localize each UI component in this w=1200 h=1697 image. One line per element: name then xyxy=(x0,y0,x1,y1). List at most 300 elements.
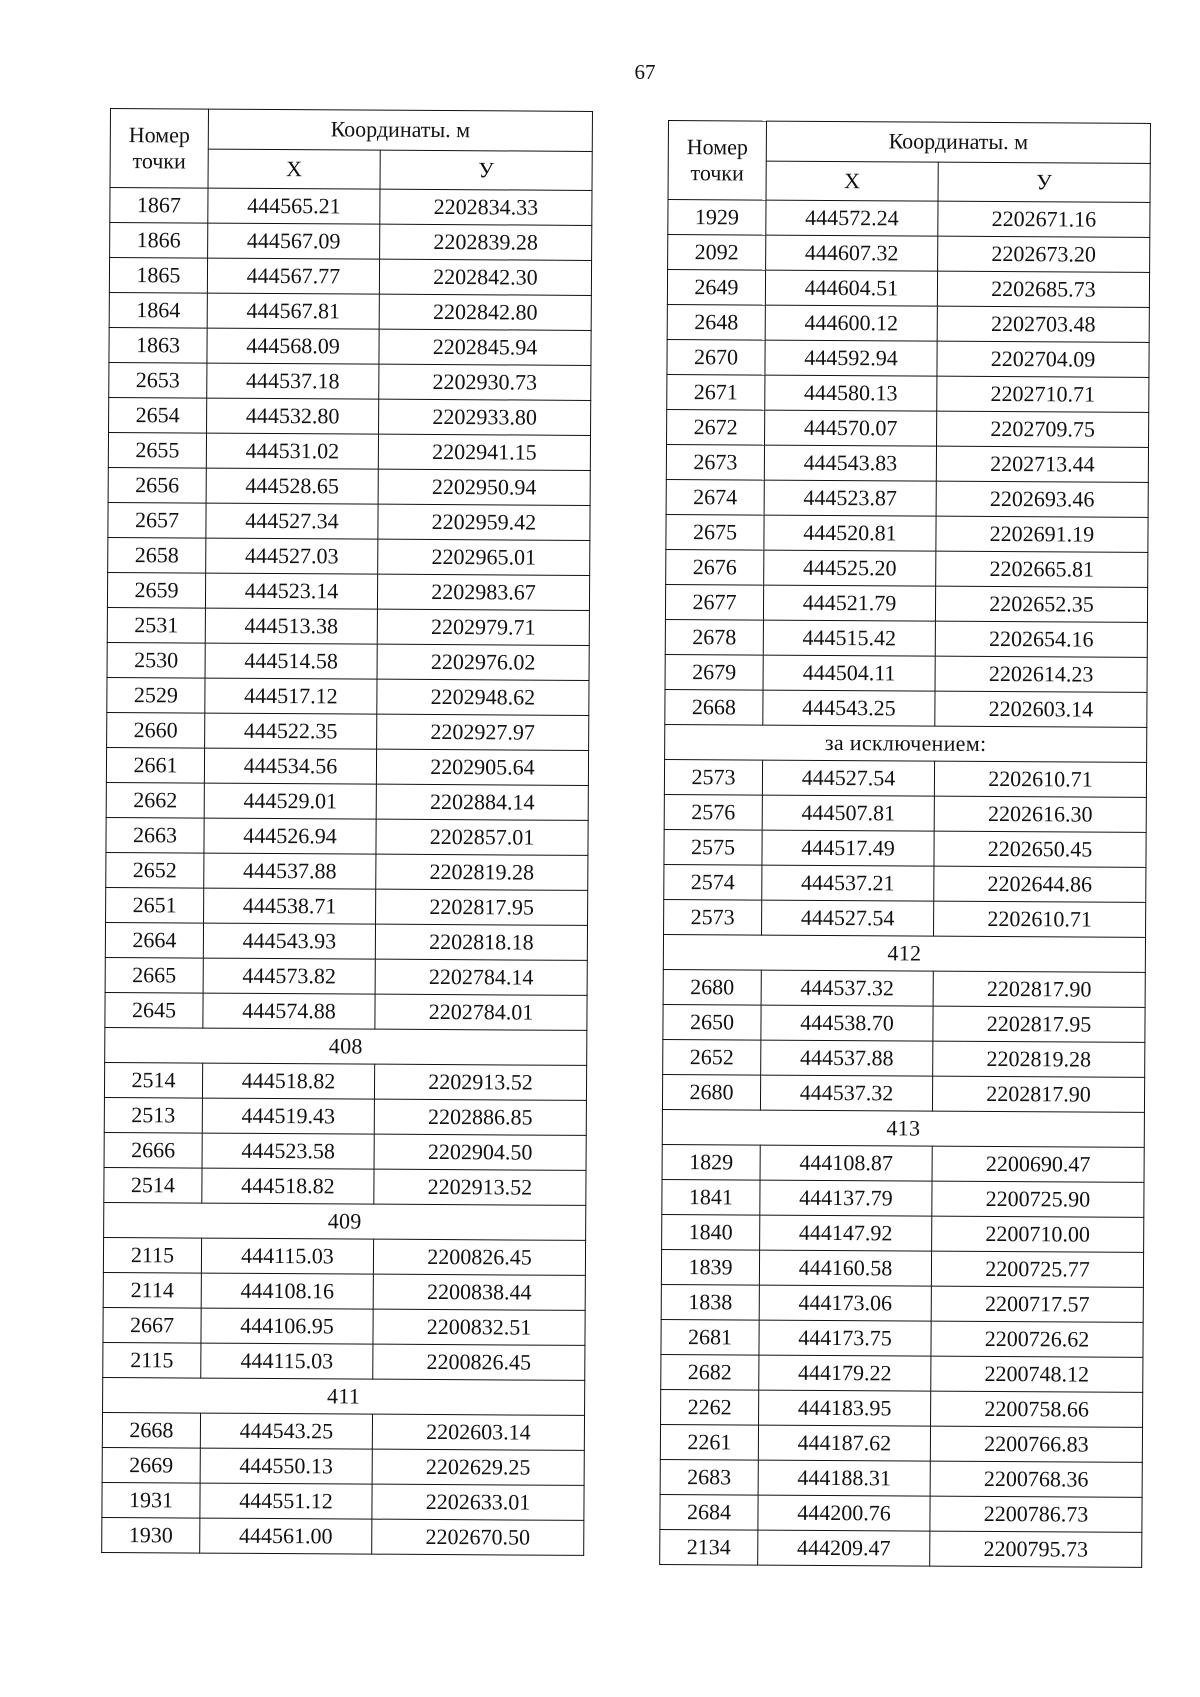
point-number-cell: 1840 xyxy=(662,1214,760,1250)
y-coordinate-cell: 2202616.30 xyxy=(934,796,1146,832)
point-number-cell: 2650 xyxy=(663,1004,761,1040)
y-coordinate-cell: 2202603.14 xyxy=(372,1414,584,1450)
table-row xyxy=(664,794,1146,832)
x-coordinate-cell: 444504.11 xyxy=(763,655,935,691)
point-number-cell: 2652 xyxy=(106,852,204,888)
table-row xyxy=(102,1517,584,1555)
x-coordinate-cell: 444527.34 xyxy=(206,503,378,539)
x-coordinate-cell: 444607.32 xyxy=(766,235,938,271)
x-coordinate-cell: 444147.92 xyxy=(760,1215,932,1251)
x-coordinate-cell: 444520.81 xyxy=(764,515,936,551)
table-row xyxy=(109,292,591,330)
table-row xyxy=(106,887,588,925)
point-number-cell: 1867 xyxy=(110,188,208,224)
x-coordinate-cell: 444538.70 xyxy=(761,1005,933,1041)
point-number-cell: 2667 xyxy=(103,1307,201,1343)
x-coordinate-cell: 444538.71 xyxy=(204,888,376,924)
y-coordinate-cell: 2202654.16 xyxy=(935,621,1147,657)
table-row xyxy=(104,1132,586,1170)
y-coordinate-cell: 2202704.09 xyxy=(937,341,1149,377)
x-header: Х xyxy=(766,161,938,202)
y-coordinate-cell: 2202817.90 xyxy=(932,1076,1144,1112)
x-coordinate-cell: 444523.87 xyxy=(764,480,936,516)
y-coordinate-cell: 2202629.25 xyxy=(372,1449,584,1485)
table-row xyxy=(662,1179,1144,1217)
table-row xyxy=(665,584,1147,622)
y-coordinate-cell: 2202979.71 xyxy=(377,609,589,645)
y-coordinate-cell: 2202784.14 xyxy=(375,959,587,995)
x-coordinate-cell: 444514.58 xyxy=(205,643,377,679)
table-row xyxy=(104,1097,586,1135)
table-row xyxy=(106,782,588,820)
y-coordinate-cell: 2200725.90 xyxy=(932,1181,1144,1217)
y-coordinate-cell: 2202784.01 xyxy=(375,994,587,1030)
table-row xyxy=(109,327,591,365)
y-coordinate-cell: 2202819.28 xyxy=(933,1041,1145,1077)
point-number-cell: 2682 xyxy=(661,1354,759,1390)
y-coordinate-cell: 2202633.01 xyxy=(372,1484,584,1520)
table-row xyxy=(105,992,587,1030)
table-row xyxy=(667,409,1149,447)
point-number-cell: 2115 xyxy=(103,1342,201,1378)
table-row xyxy=(660,1529,1142,1567)
point-number-cell: 2655 xyxy=(108,432,206,468)
x-coordinate-cell: 444537.21 xyxy=(762,865,934,901)
point-number-cell: 2115 xyxy=(103,1237,201,1273)
table-row xyxy=(102,1412,584,1450)
x-coordinate-cell: 444534.56 xyxy=(204,748,376,784)
point-number-cell: 2663 xyxy=(106,817,204,853)
point-number-cell: 2114 xyxy=(103,1272,201,1308)
y-coordinate-cell: 2200838.44 xyxy=(373,1274,585,1310)
y-coordinate-cell: 2202673.20 xyxy=(938,236,1150,272)
x-coordinate-cell: 444600.12 xyxy=(765,305,937,341)
point-number-cell: 2262 xyxy=(661,1389,759,1425)
x-coordinate-cell: 444565.21 xyxy=(208,188,380,224)
x-coordinate-cell: 444528.65 xyxy=(206,468,378,504)
y-coordinate-cell: 2202976.02 xyxy=(377,644,589,680)
x-coordinate-cell: 444523.14 xyxy=(205,573,377,609)
point-number-cell: 2678 xyxy=(665,619,763,655)
y-coordinate-cell: 2200710.00 xyxy=(932,1216,1144,1252)
table-row xyxy=(661,1389,1143,1427)
x-coordinate-cell: 444543.25 xyxy=(763,690,935,726)
point-number-header: Номер точки xyxy=(110,109,208,189)
table-row xyxy=(662,1214,1144,1252)
table-row xyxy=(107,607,589,645)
table-row xyxy=(663,1004,1145,1042)
table-row xyxy=(664,759,1146,797)
x-coordinate-cell: 444537.88 xyxy=(761,1040,933,1076)
section-row xyxy=(663,934,1145,972)
point-number-cell: 2677 xyxy=(665,584,763,620)
table-row xyxy=(663,1039,1145,1077)
point-number-cell: 2514 xyxy=(104,1062,202,1098)
point-number-cell: 1930 xyxy=(102,1517,200,1553)
point-number-cell: 2675 xyxy=(666,514,764,550)
x-coordinate-cell: 444550.13 xyxy=(200,1448,372,1484)
x-coordinate-cell: 444537.32 xyxy=(761,970,933,1006)
point-number-cell: 2683 xyxy=(660,1459,758,1495)
table-row xyxy=(103,1307,585,1345)
y-coordinate-cell: 2202930.73 xyxy=(379,364,591,400)
y-coordinate-cell: 2200826.45 xyxy=(373,1239,585,1275)
point-number-cell: 2573 xyxy=(664,899,762,935)
point-number-cell: 1865 xyxy=(109,258,207,294)
x-coordinate-cell: 444604.51 xyxy=(765,270,937,306)
table-row xyxy=(668,235,1150,273)
y-coordinate-cell: 2202650.45 xyxy=(934,831,1146,867)
y-coordinate-cell: 2200832.51 xyxy=(373,1309,585,1345)
point-number-cell: 2649 xyxy=(667,270,765,306)
x-coordinate-cell: 444532.80 xyxy=(207,398,379,434)
point-number-cell: 2676 xyxy=(666,549,764,585)
point-number-cell: 2680 xyxy=(663,969,761,1005)
y-coordinate-cell: 2202703.48 xyxy=(937,306,1149,342)
x-coordinate-cell: 444574.88 xyxy=(203,993,375,1029)
table-row xyxy=(110,223,592,261)
point-number-cell: 2672 xyxy=(667,409,765,445)
x-coordinate-cell: 444527.54 xyxy=(762,760,934,796)
x-coordinate-cell: 444529.01 xyxy=(204,783,376,819)
y-coordinate-cell: 2202983.67 xyxy=(377,574,589,610)
table-row xyxy=(660,1494,1142,1532)
table-row xyxy=(663,969,1145,1007)
x-coordinate-cell: 444137.79 xyxy=(760,1180,932,1216)
y-coordinate-cell: 2202610.71 xyxy=(934,761,1146,797)
section-label: 412 xyxy=(663,934,1145,972)
table-row xyxy=(107,572,589,610)
table-row xyxy=(661,1354,1143,1392)
x-coordinate-cell: 444551.12 xyxy=(200,1483,372,1519)
point-number-cell: 2668 xyxy=(665,689,763,725)
table-row xyxy=(661,1249,1143,1287)
y-coordinate-cell: 2200826.45 xyxy=(373,1344,585,1380)
point-number-cell: 1863 xyxy=(109,327,207,363)
y-coordinate-cell: 2202819.28 xyxy=(376,854,588,890)
table-row xyxy=(108,467,590,505)
point-number-cell: 1929 xyxy=(668,200,766,236)
x-coordinate-cell: 444567.77 xyxy=(207,258,379,294)
y-coordinate-cell: 2200748.12 xyxy=(931,1356,1143,1392)
table-row xyxy=(102,1447,584,1485)
y-coordinate-cell: 2200726.62 xyxy=(931,1321,1143,1357)
table-row xyxy=(666,549,1148,587)
x-header: Х xyxy=(208,149,380,190)
table-row xyxy=(109,362,591,400)
table-row xyxy=(107,642,589,680)
y-coordinate-cell: 2202905.64 xyxy=(376,749,588,785)
y-coordinate-cell: 2202834.33 xyxy=(380,189,592,225)
y-coordinate-cell: 2202913.52 xyxy=(374,1169,586,1205)
point-number-cell: 2261 xyxy=(660,1424,758,1460)
y-coordinate-cell: 2202709.75 xyxy=(937,411,1149,447)
table-row xyxy=(107,712,589,750)
table-row xyxy=(661,1284,1143,1322)
x-coordinate-cell: 444543.93 xyxy=(203,923,375,959)
point-number-cell: 2658 xyxy=(108,537,206,573)
table-row xyxy=(660,1424,1142,1462)
table-row xyxy=(109,258,591,296)
x-coordinate-cell: 444527.54 xyxy=(762,900,934,936)
table-row xyxy=(664,829,1146,867)
x-coordinate-cell: 444160.58 xyxy=(759,1250,931,1286)
y-coordinate-cell: 2202965.01 xyxy=(378,539,590,575)
point-number-cell: 2575 xyxy=(664,829,762,865)
x-coordinate-cell: 444570.07 xyxy=(765,410,937,446)
coordinates-header: Координаты. м xyxy=(766,121,1150,163)
table-row xyxy=(104,1062,586,1100)
y-coordinate-cell: 2202671.16 xyxy=(938,201,1150,237)
point-number-cell: 2653 xyxy=(109,362,207,398)
point-number-cell: 2134 xyxy=(660,1529,758,1565)
y-coordinate-cell: 2200725.77 xyxy=(931,1251,1143,1287)
point-number-cell: 2662 xyxy=(106,782,204,818)
x-coordinate-cell: 444561.00 xyxy=(200,1518,372,1554)
point-number-cell: 2574 xyxy=(664,864,762,900)
table-row xyxy=(108,537,590,575)
table-row xyxy=(108,502,590,540)
point-number-cell: 2656 xyxy=(108,467,206,503)
x-coordinate-cell: 444515.42 xyxy=(763,620,935,656)
table-row xyxy=(666,514,1148,552)
y-coordinate-cell: 2200690.47 xyxy=(932,1146,1144,1182)
x-coordinate-cell: 444188.31 xyxy=(758,1460,930,1496)
point-number-cell: 2529 xyxy=(107,677,205,713)
section-label: 411 xyxy=(103,1377,585,1415)
x-coordinate-cell: 444517.12 xyxy=(205,678,377,714)
table-row xyxy=(106,817,588,855)
x-coordinate-cell: 444173.75 xyxy=(759,1320,931,1356)
section-row xyxy=(662,1109,1144,1147)
point-number-cell: 1931 xyxy=(102,1482,200,1518)
point-number-cell: 1838 xyxy=(661,1284,759,1320)
y-coordinate-cell: 2202670.50 xyxy=(372,1519,584,1555)
x-coordinate-cell: 444518.82 xyxy=(202,1063,374,1099)
section-row xyxy=(105,1027,587,1065)
y-coordinate-cell: 2202644.86 xyxy=(934,866,1146,902)
section-label: за исключением: xyxy=(665,724,1147,762)
point-number-header: Номер точки xyxy=(668,121,766,201)
y-coordinate-cell: 2200717.57 xyxy=(931,1286,1143,1322)
y-coordinate-cell: 2202818.18 xyxy=(375,924,587,960)
y-coordinate-cell: 2202842.80 xyxy=(379,294,591,330)
point-number-cell: 1864 xyxy=(109,292,207,328)
table-row xyxy=(666,479,1148,517)
point-number-cell: 2680 xyxy=(662,1074,760,1110)
table-row xyxy=(660,1459,1142,1497)
point-number-cell: 2661 xyxy=(106,747,204,783)
point-number-cell: 2684 xyxy=(660,1494,758,1530)
x-coordinate-cell: 444573.82 xyxy=(203,958,375,994)
point-number-cell: 2681 xyxy=(661,1319,759,1355)
y-coordinate-cell: 2200766.83 xyxy=(930,1426,1142,1462)
point-number-cell: 2671 xyxy=(667,374,765,410)
table-row xyxy=(667,374,1149,412)
point-number-cell: 2648 xyxy=(667,304,765,340)
x-coordinate-cell: 444531.02 xyxy=(206,433,378,469)
x-coordinate-cell: 444187.62 xyxy=(758,1425,930,1461)
y-coordinate-cell: 2202842.30 xyxy=(379,259,591,295)
point-number-cell: 2576 xyxy=(664,794,762,830)
section-row xyxy=(103,1377,585,1415)
x-coordinate-cell: 444521.79 xyxy=(763,585,935,621)
table-row xyxy=(665,654,1147,692)
x-coordinate-cell: 444513.38 xyxy=(205,608,377,644)
y-coordinate-cell: 2200768.36 xyxy=(930,1461,1142,1497)
point-number-cell: 1829 xyxy=(662,1144,760,1180)
x-coordinate-cell: 444106.95 xyxy=(201,1308,373,1344)
point-number-cell: 1841 xyxy=(662,1179,760,1215)
point-number-cell: 2659 xyxy=(107,572,205,608)
point-number-cell: 2666 xyxy=(104,1132,202,1168)
point-number-cell: 2668 xyxy=(102,1412,200,1448)
y-coordinate-cell: 2202652.35 xyxy=(935,586,1147,622)
table-row xyxy=(102,1482,584,1520)
x-coordinate-cell: 444568.09 xyxy=(207,328,379,364)
point-number-cell: 2652 xyxy=(663,1039,761,1075)
table-row xyxy=(106,852,588,890)
x-coordinate-cell: 444527.03 xyxy=(206,538,378,574)
x-coordinate-cell: 444537.32 xyxy=(760,1075,932,1111)
point-number-cell: 2660 xyxy=(107,712,205,748)
point-number-cell: 2669 xyxy=(102,1447,200,1483)
y-coordinate-cell: 2200786.73 xyxy=(930,1496,1142,1532)
x-coordinate-cell: 444183.95 xyxy=(759,1390,931,1426)
table-row xyxy=(107,677,589,715)
y-coordinate-cell: 2202691.19 xyxy=(936,516,1148,552)
point-number-cell: 1839 xyxy=(661,1249,759,1285)
table-row xyxy=(106,747,588,785)
table-row xyxy=(103,1237,585,1275)
y-coordinate-cell: 2200758.66 xyxy=(931,1391,1143,1427)
table-row xyxy=(665,689,1147,727)
point-number-cell: 1866 xyxy=(110,223,208,259)
y-coordinate-cell: 2202817.95 xyxy=(376,889,588,925)
y-coordinate-cell: 2202713.44 xyxy=(936,446,1148,482)
x-coordinate-cell: 444518.82 xyxy=(202,1168,374,1204)
point-number-cell: 2670 xyxy=(667,339,765,375)
point-number-cell: 2664 xyxy=(105,922,203,958)
table-row xyxy=(664,864,1146,902)
table-row xyxy=(105,957,587,995)
table-row xyxy=(667,304,1149,342)
x-coordinate-cell: 444173.06 xyxy=(759,1285,931,1321)
y-coordinate-cell: 2202948.62 xyxy=(377,679,589,715)
coordinates-table-left xyxy=(101,108,593,1556)
y-coordinate-cell: 2202904.50 xyxy=(374,1134,586,1170)
point-number-cell: 2531 xyxy=(107,607,205,643)
y-coordinate-cell: 2202839.28 xyxy=(380,224,592,260)
x-coordinate-cell: 444517.49 xyxy=(762,830,934,866)
y-coordinate-cell: 2202886.85 xyxy=(374,1099,586,1135)
y-coordinate-cell: 2202685.73 xyxy=(937,271,1149,307)
table-row xyxy=(108,432,590,470)
x-coordinate-cell: 444523.58 xyxy=(202,1133,374,1169)
point-number-cell: 2673 xyxy=(666,444,764,480)
table-row xyxy=(662,1144,1144,1182)
coordinates-header: Координаты. м xyxy=(208,109,592,151)
table-row xyxy=(104,1167,586,1205)
y-coordinate-cell: 2202603.14 xyxy=(935,691,1147,727)
point-number-cell: 2645 xyxy=(105,992,203,1028)
table-row xyxy=(667,339,1149,377)
x-coordinate-cell: 444592.94 xyxy=(765,340,937,376)
y-coordinate-cell: 2202913.52 xyxy=(374,1064,586,1100)
x-coordinate-cell: 444525.20 xyxy=(764,550,936,586)
point-number-cell: 2654 xyxy=(109,397,207,433)
point-number-cell: 2530 xyxy=(107,642,205,678)
table-row xyxy=(110,188,592,226)
point-number-cell: 2514 xyxy=(104,1167,202,1203)
page-number: 67 xyxy=(634,60,656,84)
section-row xyxy=(104,1202,586,1240)
table-row xyxy=(665,619,1147,657)
x-coordinate-cell: 444543.83 xyxy=(764,445,936,481)
y-coordinate-cell: 2202959.42 xyxy=(378,504,590,540)
table-row xyxy=(668,200,1150,238)
point-number-cell: 2092 xyxy=(668,235,766,271)
x-coordinate-cell: 444567.09 xyxy=(208,223,380,259)
table-row xyxy=(664,899,1146,937)
y-coordinate-cell: 2202610.71 xyxy=(934,901,1146,937)
x-coordinate-cell: 444115.03 xyxy=(201,1343,373,1379)
y-coordinate-cell: 2202693.46 xyxy=(936,481,1148,517)
x-coordinate-cell: 444200.76 xyxy=(758,1495,930,1531)
y-coordinate-cell: 2200795.73 xyxy=(930,1531,1142,1567)
x-coordinate-cell: 444567.81 xyxy=(207,293,379,329)
y-coordinate-cell: 2202665.81 xyxy=(936,551,1148,587)
table-row xyxy=(666,444,1148,482)
y-coordinate-cell: 2202817.90 xyxy=(933,971,1145,1007)
point-number-cell: 2651 xyxy=(106,887,204,923)
y-coordinate-cell: 2202927.97 xyxy=(377,714,589,750)
section-row xyxy=(665,724,1147,762)
table-row xyxy=(105,922,587,960)
y-coordinate-cell: 2202933.80 xyxy=(379,399,591,435)
point-number-cell: 2513 xyxy=(104,1097,202,1133)
y-coordinate-cell: 2202710.71 xyxy=(937,376,1149,412)
y-coordinate-cell: 2202857.01 xyxy=(376,819,588,855)
y-coordinate-cell: 2202884.14 xyxy=(376,784,588,820)
y-coordinate-cell: 2202845.94 xyxy=(379,329,591,365)
x-coordinate-cell: 444537.88 xyxy=(204,853,376,889)
x-coordinate-cell: 444519.43 xyxy=(202,1098,374,1134)
x-coordinate-cell: 444526.94 xyxy=(204,818,376,854)
table-row xyxy=(103,1342,585,1380)
point-number-cell: 2674 xyxy=(666,479,764,515)
section-label: 413 xyxy=(662,1109,1144,1147)
x-coordinate-cell: 444543.25 xyxy=(200,1413,372,1449)
x-coordinate-cell: 444537.18 xyxy=(207,363,379,399)
point-number-cell: 2665 xyxy=(105,957,203,993)
y-header: У xyxy=(380,150,592,191)
section-label: 408 xyxy=(105,1027,587,1065)
x-coordinate-cell: 444572.24 xyxy=(766,200,938,236)
table-row xyxy=(662,1074,1144,1112)
y-coordinate-cell: 2202941.15 xyxy=(378,434,590,470)
y-coordinate-cell: 2202817.95 xyxy=(933,1006,1145,1042)
y-coordinate-cell: 2202950.94 xyxy=(378,469,590,505)
point-number-cell: 2657 xyxy=(108,502,206,538)
point-number-cell: 2679 xyxy=(665,654,763,690)
coordinates-table-right xyxy=(659,120,1151,1568)
x-coordinate-cell: 444108.16 xyxy=(201,1273,373,1309)
x-coordinate-cell: 444522.35 xyxy=(205,713,377,749)
x-coordinate-cell: 444507.81 xyxy=(762,795,934,831)
x-coordinate-cell: 444179.22 xyxy=(759,1355,931,1391)
table-row xyxy=(661,1319,1143,1357)
